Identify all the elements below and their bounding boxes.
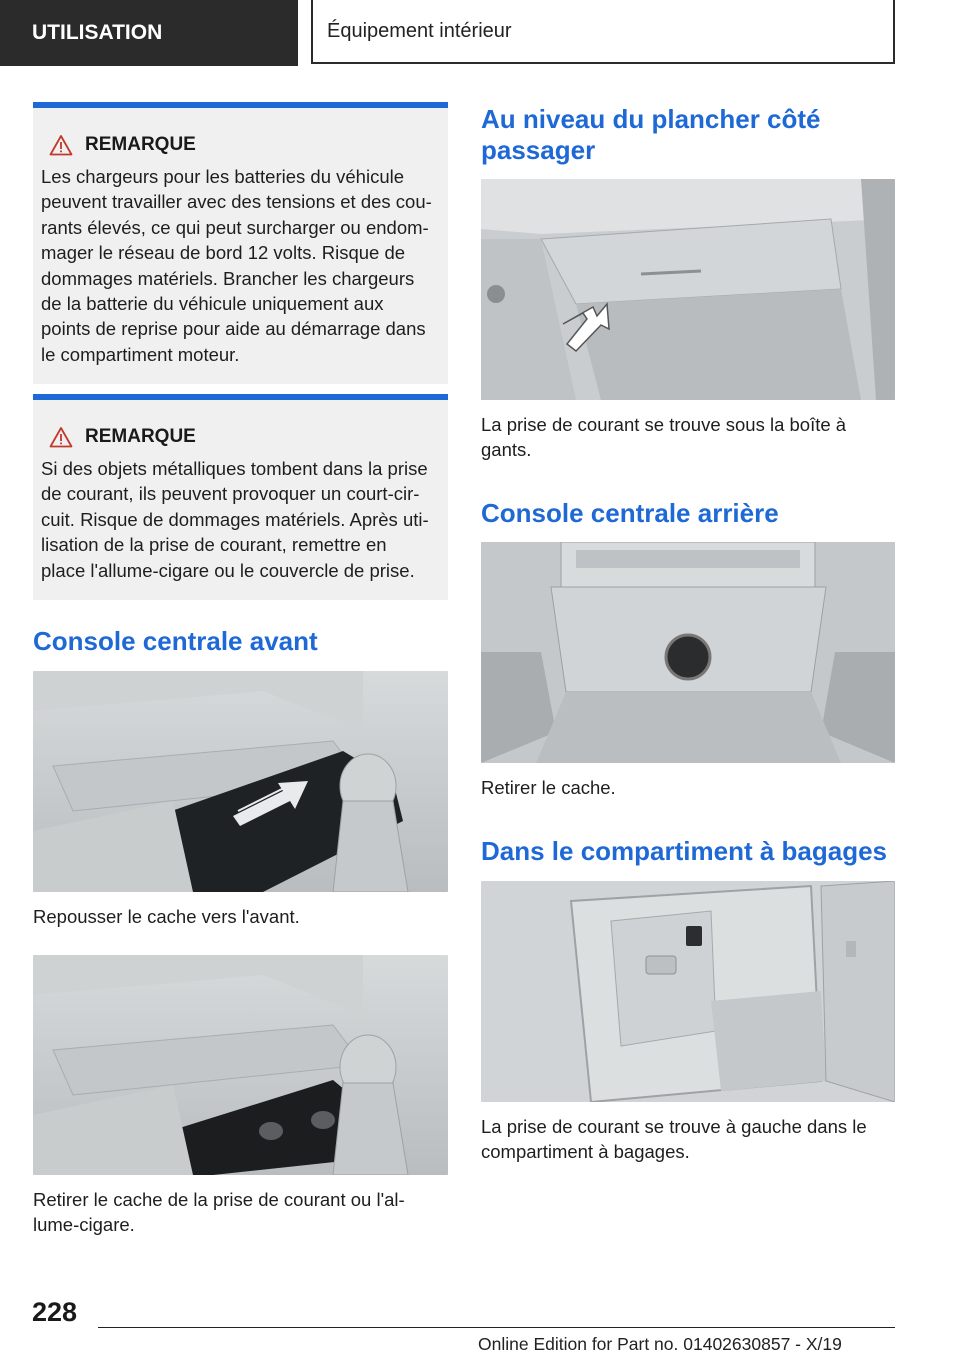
section-title: UTILISATION [32,21,163,44]
chapter-header [311,0,895,64]
remark-title: REMARQUE [85,134,196,155]
remark-heading [41,426,440,448]
remark-heading [41,134,440,156]
caption-line: lume-cigare. [33,1214,135,1235]
heading-line: Au niveau du plancher côté [481,104,821,134]
remark-title: REMARQUE [85,426,196,447]
heading-front-console: Console centrale avant [33,626,318,656]
remark-line: dommages matériels. Brancher les chargeurs [41,267,415,289]
section-tab [0,0,298,66]
footer-divider [98,1327,895,1328]
remark-line: points de reprise pour aide au démarrage dans [41,318,426,340]
remark-text [41,456,440,583]
image-front-console-socket [33,955,448,1175]
warning-icon [49,134,73,156]
heading-passenger-floor [481,104,821,166]
caption-line: Retirer le cache de la prise de courant ou l'al- [33,1189,405,1210]
caption-front-console-2 [33,1187,405,1237]
remark-line: lisation de la prise de courant, remettre en [41,534,387,556]
caption-front-console-1: Repousser le cache vers l'avant. [33,906,300,927]
image-passenger-floor [481,179,895,400]
remark-line: le compartiment moteur. [41,343,240,365]
page-number: 228 [32,1297,78,1327]
caption-rear-console: Retirer le cache. [481,777,616,798]
caption-line: compartiment à bagages. [481,1141,690,1162]
remark-line: cuit. Risque de dommages matériels. Après uti- [41,508,429,530]
remark-line: peuvent travailler avec des tensions et des cou- [41,191,432,213]
remark-line: de la batterie du véhicule uniquement aux [41,293,384,315]
remark-line: rants élevés, ce qui peut surcharger ou endom- [41,216,429,238]
footer-edition: Online Edition for Part no. 01402630857 - X/19 [478,1334,842,1354]
remark-line: mager le réseau de bord 12 volts. Risque de [41,242,406,264]
warning-icon [49,426,73,448]
heading-luggage: Dans le compartiment à bagages [481,836,888,866]
chapter-title: Équipement intérieur [327,19,512,42]
caption-line: La prise de courant se trouve sous la boîte à [481,414,847,435]
remark-line: Les chargeurs pour les batteries du véhicule [41,166,405,187]
heading-line: passager [481,135,596,165]
caption-line: gants. [481,439,532,460]
remark-text [41,164,440,367]
remark-line: place l'allume-cigare ou le couvercle de prise. [41,559,415,581]
heading-rear-console: Console centrale arrière [481,498,779,528]
image-rear-console [481,542,895,763]
caption-line: La prise de courant se trouve à gauche dans le [481,1116,867,1137]
remark-box-metal-objects [33,394,448,600]
remark-line: de courant, ils peuvent provoquer un court-cir- [41,483,420,505]
image-luggage-compartment [481,881,895,1102]
caption-luggage [481,1114,867,1164]
remark-box-chargers [33,102,448,384]
remark-line: Si des objets métalliques tombent dans la prise [41,458,428,479]
caption-passenger-floor [481,412,846,462]
image-front-console-cover [33,671,448,892]
